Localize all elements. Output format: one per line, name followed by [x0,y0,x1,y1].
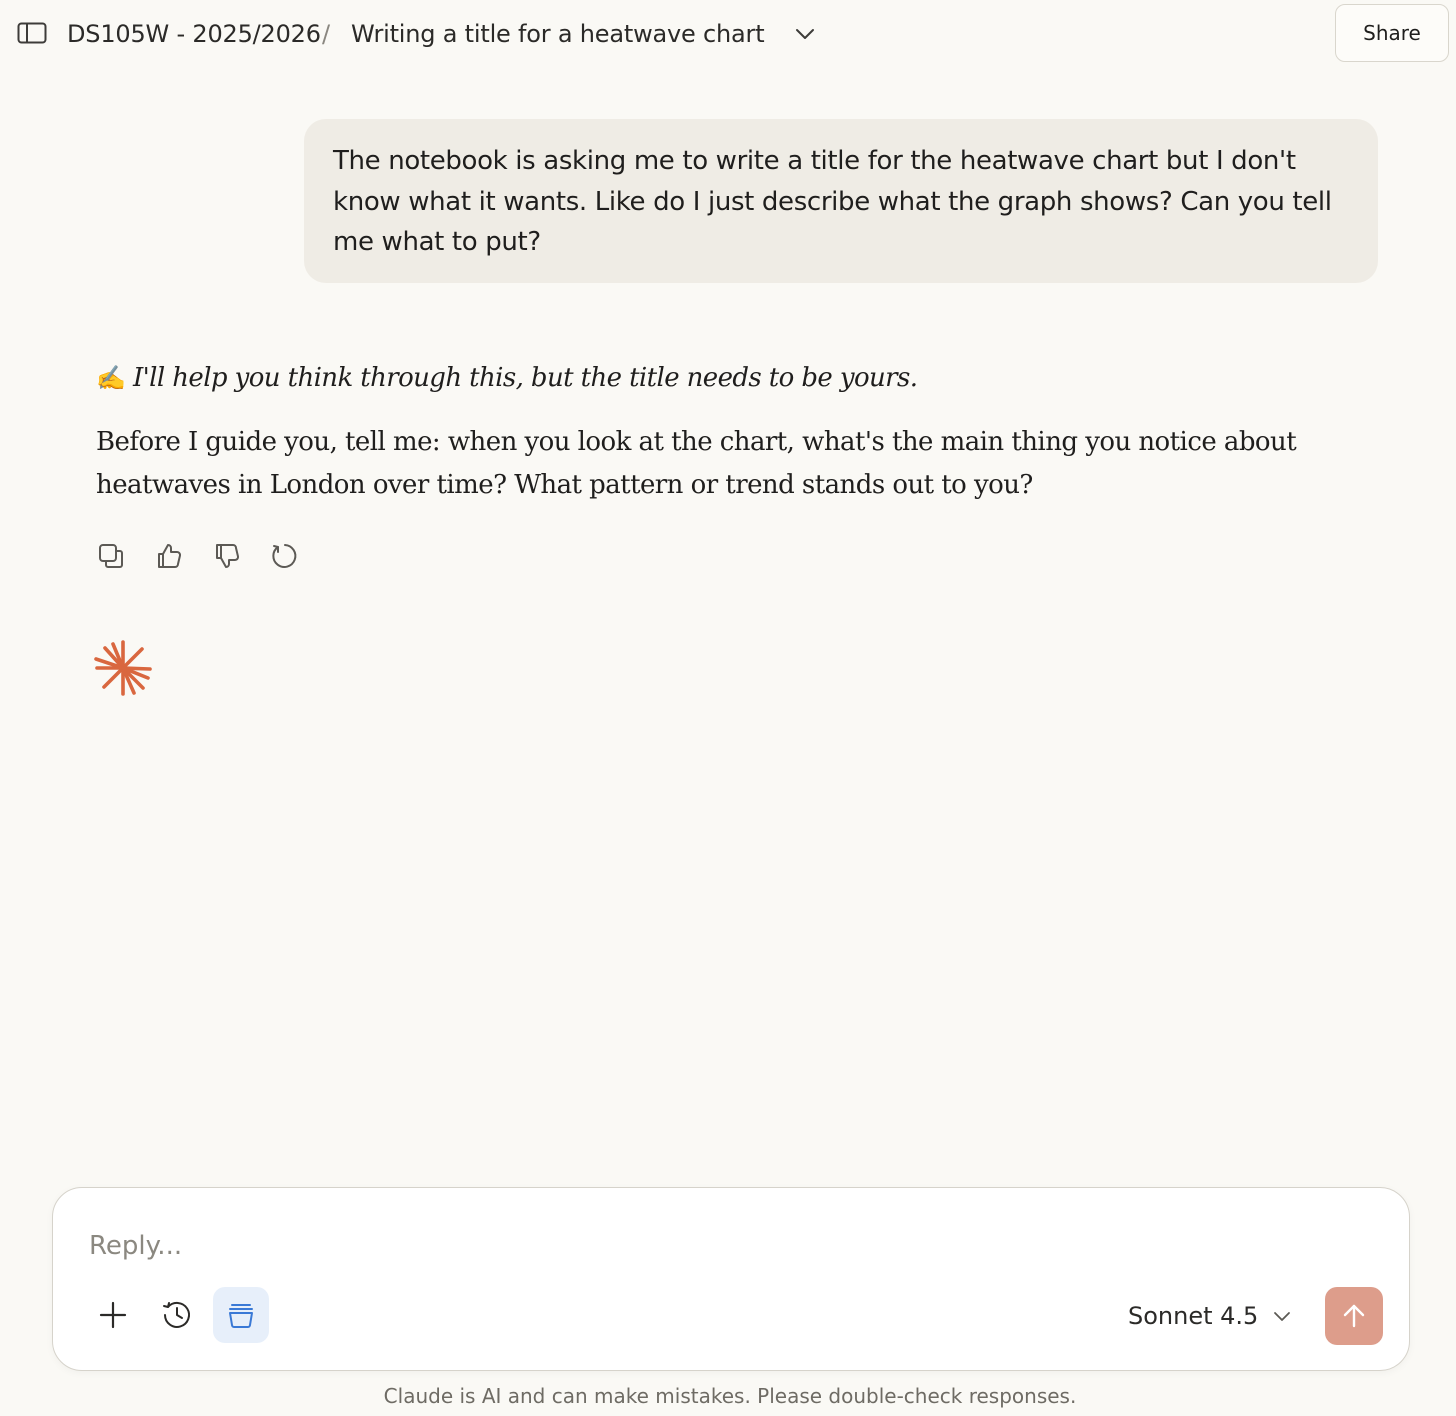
model-name: Sonnet 4.5 [1128,1302,1259,1330]
clock-icon [162,1300,192,1330]
assistant-message-body: Before I guide you, tell me: when you look at the chart, what's the main thing you notice about heatwaves in London over time? What pattern or trend stands out to you? [96,427,1297,500]
copy-icon [97,542,125,570]
chat-title[interactable]: Writing a title for a heatwave chart [351,20,765,48]
sidebar-icon [17,22,47,44]
share-button[interactable]: Share [1335,4,1449,62]
model-selector[interactable] [1128,1298,1292,1334]
sidebar-toggle-button[interactable] [16,20,48,46]
breadcrumb-project[interactable]: DS105W - 2025/2026 [67,20,321,48]
top-bar [0,0,1456,68]
thumbs-down-icon [213,542,241,570]
thumbs-up-button[interactable] [154,541,184,571]
writing-hand-emoji: ✍️ [96,364,126,392]
archive-box-icon [226,1300,256,1330]
add-attachment-button[interactable] [85,1287,141,1343]
chevron-down-icon [793,22,817,46]
copy-button[interactable] [96,541,126,571]
assistant-intro-text: I'll help you think through this, but the title needs to be yours. [132,363,918,393]
reply-composer [52,1187,1410,1371]
thumbs-down-button[interactable] [212,541,242,571]
plus-icon [99,1301,127,1329]
assistant-intro [96,356,917,400]
claude-spark-icon [93,639,153,697]
ai-disclaimer: Claude is AI and can make mistakes. Please double-check responses. [383,1384,1077,1408]
retry-icon [270,541,300,571]
retry-button[interactable] [270,541,300,571]
history-button[interactable] [149,1287,205,1343]
user-message [304,119,1378,283]
message-actions [96,541,328,571]
send-button[interactable] [1325,1287,1383,1345]
breadcrumb-separator: / [322,20,331,48]
thumbs-up-icon [155,542,183,570]
reply-input[interactable] [89,1226,1289,1266]
project-knowledge-button[interactable] [213,1287,269,1343]
user-message-text: The notebook is asking me to write a title for the heatwave chart but I don't know what it wants. Like do I just describe what the graph shows? Can you tell me what to put? [333,146,1332,257]
chat-options-button[interactable] [793,22,817,46]
chevron-down-icon [1272,1306,1292,1326]
arrow-up-icon [1341,1303,1367,1329]
